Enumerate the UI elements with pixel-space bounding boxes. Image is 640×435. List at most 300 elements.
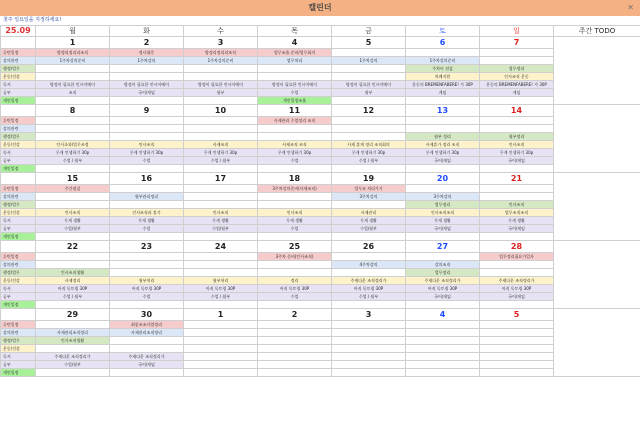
event-cell[interactable] xyxy=(332,117,406,125)
event-cell[interactable]: 인사초과/업무조정 xyxy=(36,141,110,149)
category-label: 공부 xyxy=(1,293,36,301)
event-cell[interactable]: 국어/게임 xyxy=(110,361,184,369)
event-cell[interactable] xyxy=(36,97,110,105)
event-cell[interactable]: 업무정리 xyxy=(406,201,480,209)
event-cell[interactable]: 주제다운 조직정리가 xyxy=(332,277,406,285)
event-cell[interactable] xyxy=(332,233,406,241)
event-cell[interactable]: 수업 / 월부 xyxy=(184,293,258,301)
event-cell[interactable]: 주간점검 xyxy=(36,185,110,193)
event-cell[interactable] xyxy=(406,353,480,361)
event-cell[interactable] xyxy=(258,65,332,73)
event-cell[interactable] xyxy=(184,369,258,377)
date-number[interactable]: 3 xyxy=(332,309,406,321)
event-cell[interactable]: 아직 독토링 30P xyxy=(406,285,480,293)
event-cell[interactable]: 무게 인생하기 30p xyxy=(258,149,332,157)
event-cell[interactable]: 3주차강의준비(사제조직) xyxy=(258,185,332,193)
event-cell[interactable] xyxy=(110,65,184,73)
event-cell[interactable]: 월부정리 xyxy=(480,133,554,141)
event-cell[interactable] xyxy=(36,345,110,353)
event-cell[interactable] xyxy=(110,269,184,277)
event-cell[interactable] xyxy=(332,369,406,377)
close-icon[interactable]: ✕ xyxy=(627,3,634,12)
event-cell[interactable] xyxy=(332,73,406,81)
event-cell[interactable] xyxy=(480,97,554,105)
event-cell[interactable]: 무게 생활 xyxy=(110,217,184,225)
event-cell[interactable] xyxy=(184,201,258,209)
event-cell[interactable]: 인사조직조직 xyxy=(406,209,480,217)
event-cell[interactable]: 인사조직 xyxy=(110,141,184,149)
event-cell[interactable] xyxy=(332,125,406,133)
event-cell[interactable]: 수업 xyxy=(258,293,332,301)
event-cell[interactable]: 사제관리 수업정리 조직 xyxy=(258,117,332,125)
event-cell[interactable]: 수업 xyxy=(258,225,332,233)
event-cell[interactable] xyxy=(332,269,406,277)
event-cell[interactable]: 아직 독토링 30P xyxy=(258,285,332,293)
event-cell[interactable] xyxy=(332,345,406,353)
date-number[interactable]: 15 xyxy=(36,173,110,185)
event-cell[interactable] xyxy=(36,125,110,133)
event-cell[interactable] xyxy=(258,337,332,345)
event-cell[interactable] xyxy=(36,65,110,73)
event-cell[interactable] xyxy=(36,253,110,261)
event-cell[interactable]: 월부 xyxy=(184,89,258,97)
event-cell[interactable] xyxy=(184,361,258,369)
date-number[interactable]: 4 xyxy=(258,37,332,49)
event-cell[interactable]: 업무처리 xyxy=(258,57,332,65)
event-cell[interactable] xyxy=(258,73,332,81)
date-number[interactable]: 13 xyxy=(406,105,480,117)
event-cell[interactable]: 월부관리정리 xyxy=(110,193,184,201)
event-cell[interactable] xyxy=(110,117,184,125)
event-cell[interactable]: 주차이 점검 xyxy=(406,65,480,73)
event-cell[interactable] xyxy=(406,185,480,193)
event-cell[interactable] xyxy=(184,97,258,105)
event-cell[interactable] xyxy=(184,193,258,201)
event-cell[interactable] xyxy=(110,133,184,141)
event-cell[interactable] xyxy=(258,369,332,377)
date-number[interactable]: 2 xyxy=(258,309,332,321)
event-cell[interactable]: 수업/월부 xyxy=(36,225,110,233)
event-cell[interactable]: 인사조직 xyxy=(184,209,258,217)
event-cell[interactable]: 무게 인생하기 30p xyxy=(36,149,110,157)
category-label: 독서 xyxy=(1,217,36,225)
date-number[interactable]: 19 xyxy=(332,173,406,185)
event-cell[interactable] xyxy=(110,301,184,309)
event-cell[interactable] xyxy=(480,165,554,173)
event-cell[interactable] xyxy=(36,193,110,201)
event-cell[interactable] xyxy=(332,301,406,309)
weekly-todo-cell[interactable] xyxy=(554,37,640,105)
event-cell[interactable]: 운동의 BREMENFABERE! 가 30P xyxy=(480,81,554,89)
event-cell[interactable]: 1주차강의준비 xyxy=(406,57,480,65)
event-cell[interactable]: 업무조 처리가기 xyxy=(332,185,406,193)
event-cell[interactable]: 무게 생활 xyxy=(406,217,480,225)
event-cell[interactable]: 인사조직 운동 xyxy=(480,73,554,81)
event-cell[interactable]: 사제조직 조직 xyxy=(258,141,332,149)
week-date-row xyxy=(1,173,640,185)
event-cell[interactable] xyxy=(406,321,480,329)
event-cell[interactable]: 무게 인생하기 30p xyxy=(110,149,184,157)
event-cell[interactable] xyxy=(184,133,258,141)
event-cell[interactable]: 월부처리 xyxy=(110,277,184,285)
category-label: 강의관련 xyxy=(1,57,36,65)
event-cell[interactable]: 인사조직 xyxy=(480,201,554,209)
date-number[interactable]: 5 xyxy=(480,309,554,321)
event-cell[interactable]: 무게 생활 xyxy=(36,217,110,225)
date-number[interactable]: 2 xyxy=(110,37,184,49)
event-cell[interactable] xyxy=(184,185,258,193)
event-cell[interactable] xyxy=(406,337,480,345)
event-cell[interactable] xyxy=(110,185,184,193)
event-cell[interactable] xyxy=(406,233,480,241)
category-row xyxy=(1,97,640,105)
weekly-todo-cell[interactable] xyxy=(554,105,640,173)
event-cell[interactable] xyxy=(36,233,110,241)
event-cell[interactable] xyxy=(184,117,258,125)
event-cell[interactable]: 정리 xyxy=(258,277,332,285)
event-cell[interactable] xyxy=(480,353,554,361)
event-cell[interactable] xyxy=(110,97,184,105)
date-number[interactable]: 8 xyxy=(36,105,110,117)
date-number[interactable]: 1 xyxy=(36,37,110,49)
event-cell[interactable] xyxy=(332,201,406,209)
event-cell[interactable]: 아직 독토링 30P xyxy=(184,285,258,293)
event-cell[interactable] xyxy=(184,261,258,269)
event-cell[interactable]: 최종조조사업정리 xyxy=(110,321,184,329)
event-cell[interactable]: 업무조율 준비/업무회의 xyxy=(258,49,332,57)
category-label: 루틴일정 xyxy=(1,117,36,125)
event-cell[interactable] xyxy=(480,345,554,353)
event-cell[interactable]: 수업/월부 xyxy=(184,225,258,233)
category-row xyxy=(1,65,640,73)
event-cell[interactable]: 월부 xyxy=(332,89,406,97)
event-cell[interactable] xyxy=(110,233,184,241)
event-cell[interactable]: 월부 정리 xyxy=(406,133,480,141)
event-cell[interactable]: 1주차강의 xyxy=(332,57,406,65)
event-cell[interactable] xyxy=(258,301,332,309)
event-cell[interactable] xyxy=(258,193,332,201)
event-cell[interactable]: 사제관리조직정리 xyxy=(36,329,110,337)
date-number[interactable]: 17 xyxy=(184,173,258,185)
event-cell[interactable] xyxy=(332,321,406,329)
event-cell[interactable]: 수업 xyxy=(258,89,332,97)
event-cell[interactable] xyxy=(332,165,406,173)
category-row xyxy=(1,125,640,133)
event-cell[interactable] xyxy=(184,233,258,241)
event-cell[interactable] xyxy=(480,269,554,277)
category-row xyxy=(1,157,640,165)
event-cell[interactable] xyxy=(36,117,110,125)
event-cell[interactable]: 무게 인생하기 30p xyxy=(184,149,258,157)
event-cell[interactable]: 업무정리 xyxy=(480,65,554,73)
event-cell[interactable]: 3주차강의 xyxy=(332,193,406,201)
event-cell[interactable] xyxy=(184,321,258,329)
event-cell[interactable]: 게임 xyxy=(406,89,480,97)
event-cell[interactable]: 인사조직생활 xyxy=(36,337,110,345)
event-cell[interactable] xyxy=(332,133,406,141)
category-row xyxy=(1,149,640,157)
event-cell[interactable] xyxy=(332,65,406,73)
date-number[interactable]: 26 xyxy=(332,241,406,253)
date-number[interactable]: 12 xyxy=(332,105,406,117)
event-cell[interactable] xyxy=(110,125,184,133)
event-cell[interactable] xyxy=(36,165,110,173)
weekly-todo-cell[interactable] xyxy=(554,309,640,377)
event-cell[interactable] xyxy=(480,117,554,125)
event-cell[interactable]: 국어/게임 xyxy=(110,89,184,97)
date-number[interactable]: 21 xyxy=(480,173,554,185)
event-cell[interactable]: 4주차강의 xyxy=(332,261,406,269)
event-cell[interactable] xyxy=(406,125,480,133)
event-cell[interactable] xyxy=(258,361,332,369)
event-cell[interactable] xyxy=(332,337,406,345)
event-cell[interactable] xyxy=(36,73,110,81)
event-cell[interactable] xyxy=(36,321,110,329)
event-cell[interactable]: 국어/게임 xyxy=(406,225,480,233)
event-cell[interactable] xyxy=(258,165,332,173)
event-cell[interactable]: 수업 xyxy=(110,157,184,165)
event-cell[interactable] xyxy=(110,369,184,377)
date-number[interactable]: 30 xyxy=(110,309,184,321)
date-number[interactable]: 23 xyxy=(110,241,184,253)
event-cell[interactable]: 사제관리조직정리 xyxy=(110,329,184,337)
event-cell[interactable] xyxy=(184,165,258,173)
date-number[interactable]: 28 xyxy=(480,241,554,253)
event-cell[interactable]: 주제다운 조직정리가 xyxy=(110,353,184,361)
event-cell[interactable]: 정사대응 xyxy=(110,49,184,57)
event-cell[interactable] xyxy=(406,117,480,125)
date-number[interactable]: 3 xyxy=(184,37,258,49)
event-cell[interactable]: 인사조직생활 xyxy=(36,269,110,277)
event-cell[interactable] xyxy=(258,321,332,329)
event-cell[interactable] xyxy=(480,57,554,65)
event-cell[interactable]: 국어/게임 xyxy=(480,293,554,301)
event-cell[interactable] xyxy=(258,261,332,269)
event-cell[interactable]: 인사조직과 휴가 xyxy=(110,209,184,217)
event-cell[interactable] xyxy=(258,269,332,277)
event-cell[interactable]: 수업 / 월부 xyxy=(332,157,406,165)
event-cell[interactable]: 강의조직 xyxy=(406,261,480,269)
event-cell[interactable] xyxy=(36,201,110,209)
event-cell[interactable] xyxy=(332,361,406,369)
event-cell[interactable] xyxy=(332,329,406,337)
event-cell[interactable] xyxy=(480,125,554,133)
event-cell[interactable] xyxy=(480,301,554,309)
event-cell[interactable]: 수업 xyxy=(110,293,184,301)
event-cell[interactable] xyxy=(184,329,258,337)
event-cell[interactable]: 국어/게임 xyxy=(480,157,554,165)
event-cell[interactable]: 게임 xyxy=(480,89,554,97)
event-cell[interactable] xyxy=(406,253,480,261)
event-cell[interactable]: 수업 / 월부 xyxy=(332,293,406,301)
event-cell[interactable]: 차례지원 xyxy=(406,73,480,81)
event-cell[interactable] xyxy=(332,49,406,57)
event-cell[interactable]: 3주차 준비(인사조직) xyxy=(258,253,332,261)
event-cell[interactable]: 수업/월부 xyxy=(332,225,406,233)
date-number[interactable]: 20 xyxy=(406,173,480,185)
event-cell[interactable] xyxy=(184,337,258,345)
event-cell[interactable]: 방정이 필요한 인시이에이 xyxy=(258,81,332,89)
date-number[interactable]: 5 xyxy=(332,37,406,49)
event-cell[interactable] xyxy=(258,133,332,141)
date-number[interactable]: 7 xyxy=(480,37,554,49)
event-cell[interactable] xyxy=(332,97,406,105)
category-row xyxy=(1,301,640,309)
event-cell[interactable] xyxy=(480,337,554,345)
event-cell[interactable] xyxy=(332,353,406,361)
event-cell[interactable] xyxy=(184,253,258,261)
weekly-todo-cell[interactable] xyxy=(554,173,640,241)
event-cell[interactable]: 3주차강의 xyxy=(406,193,480,201)
event-cell[interactable] xyxy=(110,165,184,173)
event-cell[interactable] xyxy=(110,337,184,345)
event-cell[interactable]: 주제다운 조직정리가 xyxy=(406,277,480,285)
date-number[interactable]: 27 xyxy=(406,241,480,253)
event-cell[interactable]: 무게 생활 xyxy=(480,217,554,225)
event-cell[interactable]: 수업 / 월부 xyxy=(36,293,110,301)
event-cell[interactable] xyxy=(406,361,480,369)
event-cell[interactable]: 무게 생활 xyxy=(184,217,258,225)
event-cell[interactable] xyxy=(480,261,554,269)
date-number[interactable]: 25 xyxy=(258,241,332,253)
weekly-todo-cell[interactable] xyxy=(554,241,640,309)
event-cell[interactable]: 방정이 필요한 인시이에이 xyxy=(110,81,184,89)
event-cell[interactable]: 아직 독토링 30P xyxy=(480,285,554,293)
event-cell[interactable] xyxy=(480,185,554,193)
event-cell[interactable]: 아직 독토링 30P xyxy=(36,285,110,293)
event-cell[interactable]: 국어/게임 xyxy=(406,293,480,301)
event-cell[interactable]: 방정리정리리조직 xyxy=(36,49,110,57)
event-cell[interactable] xyxy=(258,353,332,361)
event-cell[interactable] xyxy=(480,233,554,241)
event-cell[interactable]: 국어/게임 xyxy=(480,225,554,233)
event-cell[interactable]: 방정이 필요한 인시이에이 xyxy=(184,81,258,89)
event-cell[interactable] xyxy=(258,329,332,337)
event-cell[interactable] xyxy=(110,73,184,81)
event-cell[interactable]: 인사조직 xyxy=(36,209,110,217)
event-cell[interactable]: 방정이 필요한 인시이에이 xyxy=(36,81,110,89)
event-cell[interactable]: 무게 인생하기 30p xyxy=(406,149,480,157)
event-cell[interactable] xyxy=(406,97,480,105)
event-cell[interactable]: 수업/월부 xyxy=(36,361,110,369)
event-cell[interactable]: 국어/게임 xyxy=(406,157,480,165)
event-cell[interactable]: 아직 독토링 30P xyxy=(332,285,406,293)
event-cell[interactable]: 수업 / 월부 xyxy=(36,157,110,165)
event-cell[interactable]: 1주차강의준비 xyxy=(36,57,110,65)
event-cell[interactable] xyxy=(258,201,332,209)
event-cell[interactable] xyxy=(184,353,258,361)
event-cell[interactable] xyxy=(258,125,332,133)
event-cell[interactable] xyxy=(184,73,258,81)
event-cell[interactable]: 사제조직 xyxy=(184,141,258,149)
event-cell[interactable] xyxy=(110,261,184,269)
date-number[interactable]: 6 xyxy=(406,37,480,49)
event-cell[interactable]: 업무정리 xyxy=(406,269,480,277)
event-cell[interactable] xyxy=(110,253,184,261)
event-cell[interactable] xyxy=(184,269,258,277)
event-cell[interactable] xyxy=(258,233,332,241)
event-cell[interactable]: 무게 생활 xyxy=(332,217,406,225)
event-cell[interactable] xyxy=(184,301,258,309)
week-date-row xyxy=(1,105,640,117)
event-cell[interactable] xyxy=(480,329,554,337)
event-cell[interactable] xyxy=(480,49,554,57)
event-cell[interactable]: 사제정리 xyxy=(36,277,110,285)
event-cell[interactable] xyxy=(110,345,184,353)
event-cell[interactable]: 무게 인생하기 30p xyxy=(480,149,554,157)
date-number[interactable]: 16 xyxy=(110,173,184,185)
event-cell[interactable] xyxy=(406,301,480,309)
date-number[interactable]: 11 xyxy=(258,105,332,117)
event-cell[interactable] xyxy=(406,49,480,57)
event-cell[interactable]: 아직 독토링 30P xyxy=(110,285,184,293)
event-cell[interactable]: 수업 xyxy=(110,225,184,233)
event-cell[interactable]: 방정이 필요한 인시이에이 xyxy=(332,81,406,89)
event-cell[interactable]: 인사조직 xyxy=(480,141,554,149)
event-cell[interactable]: 사제관리 xyxy=(332,209,406,217)
date-number[interactable]: 29 xyxy=(36,309,110,321)
event-cell[interactable] xyxy=(258,345,332,353)
date-number[interactable]: 1 xyxy=(184,309,258,321)
event-cell[interactable]: 사제휴가 정리 조직 xyxy=(406,141,480,149)
event-cell[interactable] xyxy=(480,193,554,201)
date-number[interactable]: 18 xyxy=(258,173,332,185)
event-cell[interactable] xyxy=(184,65,258,73)
event-cell[interactable]: 주제다운 조직정리가 xyxy=(480,277,554,285)
event-cell[interactable] xyxy=(406,345,480,353)
event-cell[interactable]: 업무정리필요가일자 xyxy=(480,253,554,261)
date-number[interactable]: 10 xyxy=(184,105,258,117)
event-cell[interactable] xyxy=(36,261,110,269)
weekday-sun: 일 xyxy=(480,26,554,37)
event-cell[interactable] xyxy=(110,201,184,209)
event-cell[interactable]: 월부처리 xyxy=(184,277,258,285)
event-cell[interactable]: 방정리정리리조직 xyxy=(184,49,258,57)
category-row xyxy=(1,217,640,225)
event-cell[interactable] xyxy=(36,133,110,141)
event-cell[interactable]: 1주차강의 xyxy=(110,57,184,65)
event-cell[interactable] xyxy=(480,369,554,377)
event-cell[interactable] xyxy=(184,345,258,353)
event-cell[interactable] xyxy=(332,253,406,261)
event-cell[interactable] xyxy=(36,301,110,309)
event-cell[interactable] xyxy=(406,369,480,377)
event-cell[interactable] xyxy=(184,125,258,133)
date-number[interactable]: 4 xyxy=(406,309,480,321)
event-cell[interactable]: 1주차강의준비 xyxy=(184,57,258,65)
event-cell[interactable] xyxy=(406,165,480,173)
event-cell[interactable] xyxy=(406,329,480,337)
event-cell[interactable]: 인사조직 xyxy=(258,209,332,217)
event-cell[interactable]: 운동의 BREMENFABERE! 가 30P xyxy=(406,81,480,89)
date-number[interactable]: 14 xyxy=(480,105,554,117)
date-number[interactable]: 9 xyxy=(110,105,184,117)
event-cell[interactable]: 무게 생활 xyxy=(258,217,332,225)
date-number[interactable]: 22 xyxy=(36,241,110,253)
event-cell[interactable]: 주제다운 조직정리가 xyxy=(36,353,110,361)
event-cell[interactable]: 수업 xyxy=(258,157,332,165)
event-cell[interactable]: 개인일정조율 xyxy=(258,97,332,105)
event-cell[interactable]: 무게 인생하기 30p xyxy=(332,149,406,157)
event-cell[interactable]: 수업 / 월부 xyxy=(184,157,258,165)
event-cell[interactable]: 사제 휴게 정리 조직회의 xyxy=(332,141,406,149)
event-cell[interactable] xyxy=(480,321,554,329)
event-cell[interactable] xyxy=(480,361,554,369)
event-cell[interactable] xyxy=(36,369,110,377)
date-number[interactable]: 24 xyxy=(184,241,258,253)
event-cell[interactable]: 업무조직조직 xyxy=(480,209,554,217)
event-cell[interactable]: 조직 xyxy=(36,89,110,97)
